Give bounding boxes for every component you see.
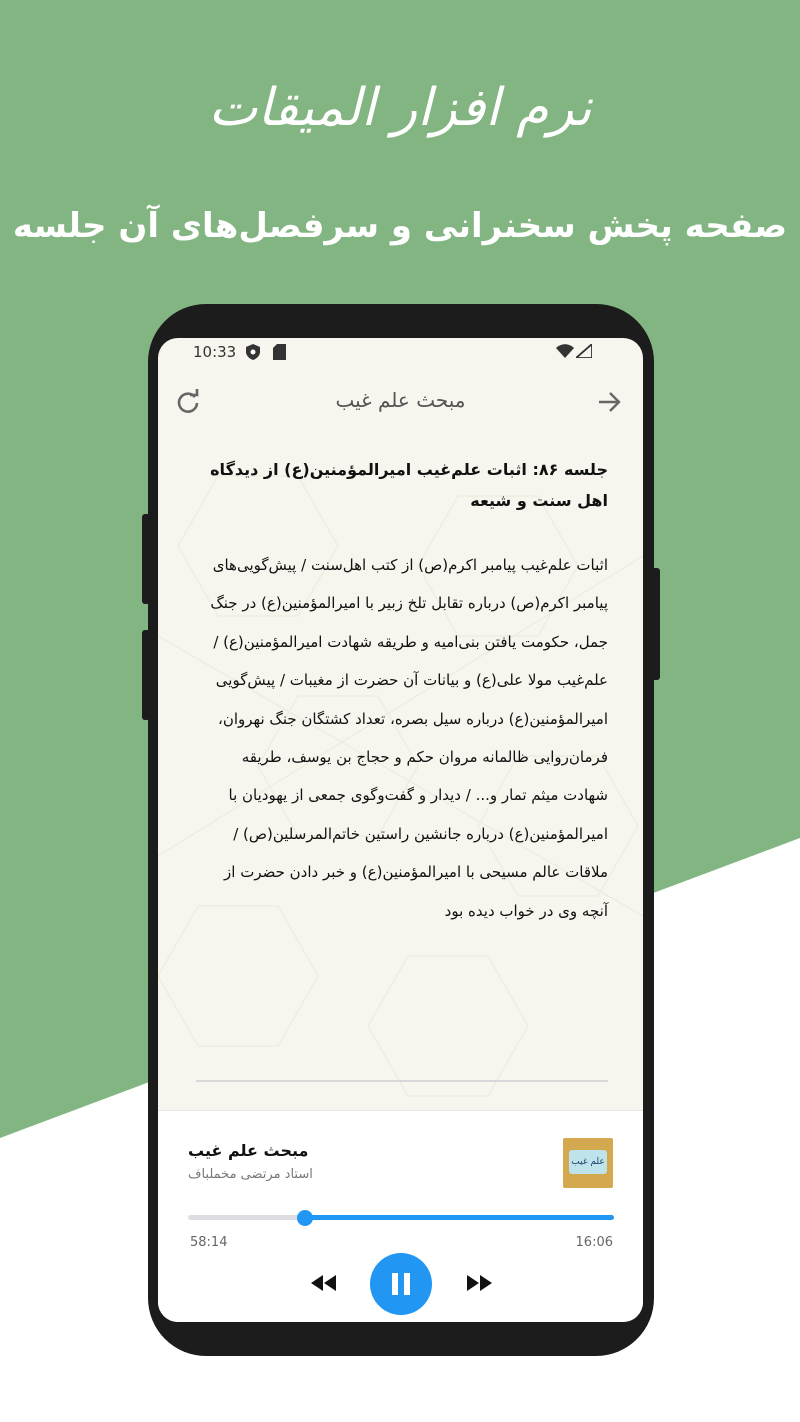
album-cover-text: علم غیب bbox=[569, 1150, 607, 1174]
back-arrow-icon[interactable] bbox=[595, 388, 623, 416]
album-cover bbox=[563, 1138, 613, 1188]
rewind-icon[interactable] bbox=[308, 1271, 338, 1295]
promo-subtitle: صفحه پخش سخنرانی و سرفصل‌های آن جلسه bbox=[12, 206, 788, 246]
promo-title: نرم افزار المیقات bbox=[208, 78, 592, 138]
pause-icon bbox=[370, 1253, 432, 1315]
wifi-icon bbox=[556, 344, 574, 358]
sd-card-icon bbox=[273, 344, 286, 360]
shield-icon bbox=[246, 344, 260, 360]
progress-slider[interactable] bbox=[188, 1215, 614, 1220]
fast-forward-icon[interactable] bbox=[465, 1271, 495, 1295]
session-content bbox=[194, 454, 608, 930]
phone-screen bbox=[158, 338, 643, 1322]
elapsed-time: 58:14 bbox=[190, 1235, 228, 1250]
cellular-signal-icon bbox=[576, 344, 592, 358]
progress-thumb[interactable] bbox=[297, 1210, 313, 1226]
content-divider bbox=[196, 1080, 608, 1082]
app-bar bbox=[158, 378, 643, 428]
page-title: مبحث علم غیب bbox=[335, 388, 466, 412]
audio-player bbox=[158, 1110, 643, 1322]
status-time: 10:33 bbox=[193, 343, 237, 361]
progress-fill bbox=[305, 1215, 614, 1220]
session-description: اثبات علم‌غیب پیامبر اکرم(ص) از کتب اهل‌سنت / پیش‌گویی‌های پیامبر اکرم(ص) درباره تقابل تلخ زبیر با امیرالمؤمنین(ع) در جنگ جمل، حکومت یافتن بنی‌امیه و طریقه شهادت امیرالمؤمنین(ع) / علم‌غیب مولا علی(ع) و بیانات آن حضرت از مغیبات / پیش‌گویی امیرالمؤمنین(ع) درباره سیل بصره، تعداد کشتگان جنگ نهروان، فرمان‌روایی ظالمانه مروان حکم و حجاج بن یوسف، طریقه شهادت میثم تمار و... / دیدار و گفت‌وگوی جمعی از یهودیان با امیرالمؤمنین(ع) درباره جانشین راستین خاتم‌المرسلین(ص) / ملاقات عالم مسیحی با امیرالمؤمنین(ع) و خبر دادن حضرت از آنچه وی در خواب دیده بود bbox=[210, 556, 608, 920]
session-title: جلسه ۸۶: اثبات علم‌غیب امیرالمؤمنین(ع) از دیدگاه اهل سنت و شیعه bbox=[210, 460, 608, 510]
total-time: 16:06 bbox=[575, 1235, 613, 1250]
status-bar bbox=[158, 338, 643, 368]
track-title: مبحث علم غیب bbox=[188, 1141, 309, 1160]
track-artist: استاد مرتضی مخملباف bbox=[188, 1167, 313, 1182]
pause-button[interactable] bbox=[370, 1253, 432, 1315]
